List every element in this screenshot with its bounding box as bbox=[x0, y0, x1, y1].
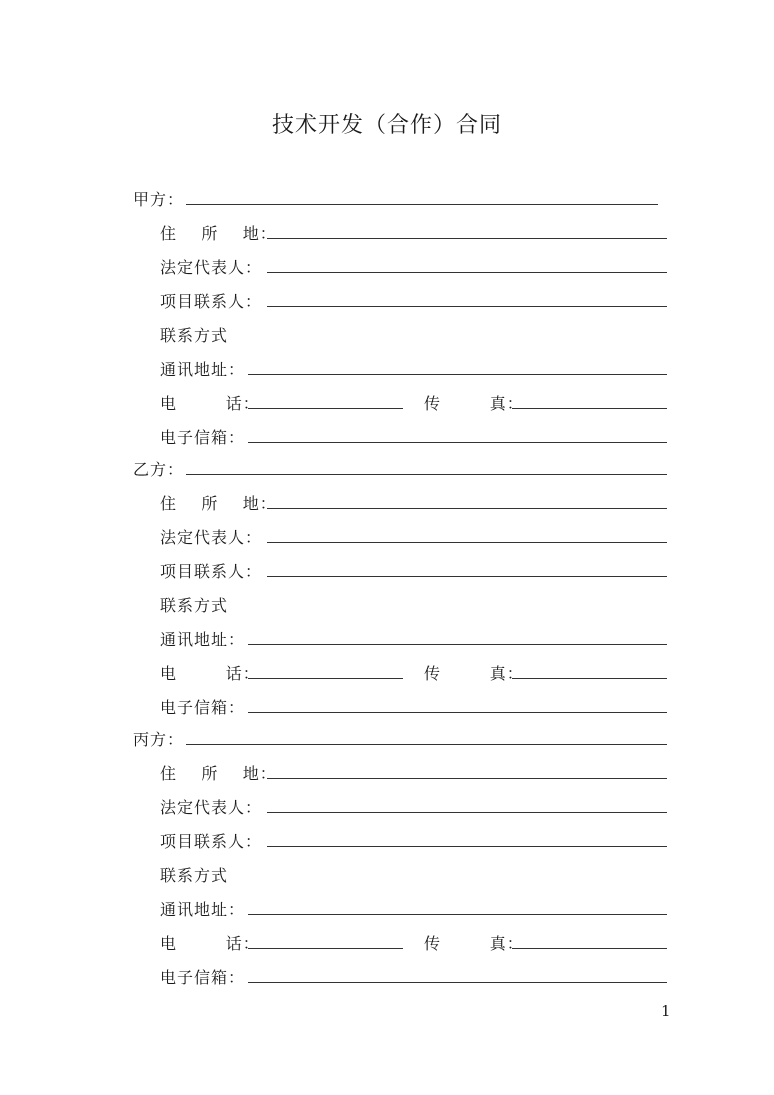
fax-label: 传 真： bbox=[424, 664, 524, 683]
phone-field[interactable] bbox=[248, 678, 403, 679]
legal-rep-label: 法定代表人： bbox=[160, 258, 263, 277]
contact-method-label: 联系方式 bbox=[160, 866, 229, 885]
email-row bbox=[0, 962, 774, 992]
phone-field[interactable] bbox=[248, 948, 403, 949]
email-field[interactable] bbox=[248, 712, 667, 713]
document-title: 技术开发（合作）合同 bbox=[271, 113, 502, 138]
contact-method-row bbox=[0, 320, 774, 350]
contact-method-label: 联系方式 bbox=[160, 326, 229, 345]
email-field[interactable] bbox=[248, 982, 667, 983]
legal-rep-row bbox=[0, 252, 774, 282]
email-label: 电子信箱： bbox=[160, 698, 246, 717]
address-row bbox=[0, 624, 774, 654]
address-field[interactable] bbox=[248, 644, 667, 645]
party-name-field[interactable] bbox=[186, 204, 658, 205]
fax-field[interactable] bbox=[512, 948, 667, 949]
party-name-field[interactable] bbox=[186, 474, 667, 475]
residence-row bbox=[0, 218, 774, 248]
contact-method-label: 联系方式 bbox=[160, 596, 229, 615]
party-label: 丙方： bbox=[133, 730, 185, 749]
phone-fax-row bbox=[0, 388, 774, 418]
legal-rep-field[interactable] bbox=[267, 812, 667, 813]
legal-rep-row bbox=[0, 792, 774, 822]
page-number: 1 bbox=[661, 1002, 671, 1020]
email-label: 电子信箱： bbox=[160, 968, 246, 987]
fax-label: 传 真： bbox=[424, 934, 524, 953]
phone-label: 电 话： bbox=[160, 394, 260, 413]
residence-label: 住 所 地： bbox=[160, 494, 277, 513]
residence-label: 住 所 地： bbox=[160, 764, 277, 783]
legal-rep-label: 法定代表人： bbox=[160, 528, 263, 547]
legal-rep-field[interactable] bbox=[267, 542, 667, 543]
party-row bbox=[0, 724, 774, 754]
residence-row bbox=[0, 758, 774, 788]
residence-label: 住 所 地： bbox=[160, 224, 277, 243]
contact-person-field[interactable] bbox=[267, 846, 667, 847]
residence-row bbox=[0, 488, 774, 518]
party-row bbox=[0, 184, 774, 214]
legal-rep-label: 法定代表人： bbox=[160, 798, 263, 817]
address-field[interactable] bbox=[248, 374, 667, 375]
address-row bbox=[0, 354, 774, 384]
phone-fax-row bbox=[0, 928, 774, 958]
contact-method-row bbox=[0, 860, 774, 890]
phone-label: 电 话： bbox=[160, 934, 260, 953]
party-label: 乙方： bbox=[133, 460, 185, 479]
fax-label: 传 真： bbox=[424, 394, 524, 413]
address-label: 通讯地址： bbox=[160, 900, 246, 919]
email-label: 电子信箱： bbox=[160, 428, 246, 447]
residence-field[interactable] bbox=[267, 238, 667, 239]
contact-person-row bbox=[0, 286, 774, 316]
address-label: 通讯地址： bbox=[160, 630, 246, 649]
contact-method-row bbox=[0, 590, 774, 620]
email-field[interactable] bbox=[248, 442, 667, 443]
party-name-field[interactable] bbox=[186, 744, 667, 745]
phone-field[interactable] bbox=[248, 408, 403, 409]
contact-person-label: 项目联系人： bbox=[160, 832, 263, 851]
legal-rep-field[interactable] bbox=[267, 272, 667, 273]
phone-fax-row bbox=[0, 658, 774, 688]
contact-person-label: 项目联系人： bbox=[160, 292, 263, 311]
party-label: 甲方： bbox=[133, 190, 185, 209]
phone-label: 电 话： bbox=[160, 664, 260, 683]
fax-field[interactable] bbox=[512, 408, 667, 409]
email-row bbox=[0, 692, 774, 722]
residence-field[interactable] bbox=[267, 778, 667, 779]
address-label: 通讯地址： bbox=[160, 360, 246, 379]
fax-field[interactable] bbox=[512, 678, 667, 679]
contact-person-field[interactable] bbox=[267, 306, 667, 307]
contact-person-label: 项目联系人： bbox=[160, 562, 263, 581]
residence-field[interactable] bbox=[267, 508, 667, 509]
address-field[interactable] bbox=[248, 914, 667, 915]
address-row bbox=[0, 894, 774, 924]
contact-person-row bbox=[0, 826, 774, 856]
party-row bbox=[0, 454, 774, 484]
legal-rep-row bbox=[0, 522, 774, 552]
contact-person-row bbox=[0, 556, 774, 586]
contact-person-field[interactable] bbox=[267, 576, 667, 577]
email-row bbox=[0, 422, 774, 452]
